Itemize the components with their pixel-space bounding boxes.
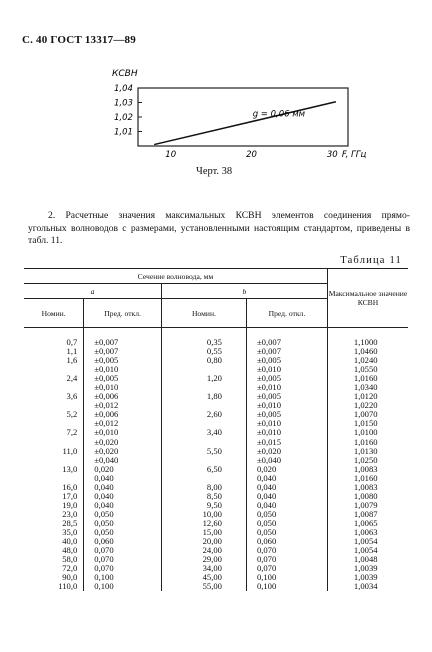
col-header-b: b <box>161 284 327 299</box>
table-cell: 72,0 <box>62 563 78 574</box>
table-cell: 1,0083 <box>327 465 408 474</box>
table-cell: 28,5 <box>62 517 78 528</box>
table-cell: 0,100 <box>84 573 162 582</box>
table-cell: 3,6 <box>66 391 78 402</box>
table-row <box>24 392 408 401</box>
table-cell: 0,040 <box>84 474 162 483</box>
table-cell: 1,0100 <box>327 428 408 437</box>
table-cell: 1,0130 <box>327 447 408 456</box>
table-cell: 6,50 <box>161 465 246 474</box>
table-cell: ±0,010 <box>246 419 327 428</box>
table-row <box>24 428 408 437</box>
table-row <box>24 374 408 383</box>
table-title: Таблица 11 <box>340 255 402 266</box>
table-cell: 0,050 <box>84 528 162 537</box>
ksvn-chart <box>100 62 367 180</box>
table-cell: 1,0087 <box>327 510 408 519</box>
table-cell: 1,0240 <box>327 356 408 365</box>
x-tick-label: 10 <box>165 150 177 160</box>
table-cell: 1,0039 <box>327 564 408 573</box>
table-cell: 0,070 <box>246 564 327 573</box>
table-cell: 90,0 <box>62 572 78 583</box>
x-axis-label: F, ГГц <box>341 150 367 160</box>
table-cell: 1,0079 <box>327 501 408 510</box>
table-cell <box>161 383 246 392</box>
figure-caption: Черт. 38 <box>196 166 233 177</box>
table-cell: 7,2 <box>66 427 78 438</box>
table-cell: 1,0054 <box>327 546 408 555</box>
table-cell: ±0,010 <box>84 365 162 374</box>
table-cell: ±0,010 <box>84 383 162 392</box>
y-tick-label: 1,02 <box>114 113 133 123</box>
table-cell: 58,0 <box>62 554 78 565</box>
chart-annotation: g = 0,06 мм <box>252 109 306 120</box>
table-cell: ±0,020 <box>246 447 327 456</box>
table-cell: 0,7 <box>66 337 78 347</box>
table-cell: 16,0 <box>62 481 78 492</box>
table-row <box>24 410 408 419</box>
table-cell: 0,040 <box>246 501 327 510</box>
table-cell: 17,0 <box>62 490 78 501</box>
table-cell: 0,100 <box>84 582 162 591</box>
table-cell: ±0,007 <box>246 347 327 356</box>
plot-frame <box>138 88 348 146</box>
table-cell: 0,070 <box>246 555 327 564</box>
x-tick-label: 30 <box>326 150 338 160</box>
table-cell: 1,6 <box>66 355 78 366</box>
table-row <box>24 356 408 365</box>
table-cell: 1,0460 <box>327 347 408 356</box>
data-table <box>24 268 408 591</box>
table-cell: 1,0063 <box>327 528 408 537</box>
table-cell: 55,00 <box>161 582 246 591</box>
table-cell: ±0,010 <box>84 428 162 437</box>
table-cell: 0,100 <box>246 573 327 582</box>
table-cell: 0,040 <box>84 483 162 492</box>
table-cell: 1,20 <box>161 374 246 383</box>
col-header-a: a <box>24 284 161 299</box>
table-cell: 1,0250 <box>327 456 408 465</box>
col-header-ksvn: Максимальное значение КСВН <box>327 269 408 328</box>
table-cell: ±0,010 <box>246 365 327 374</box>
table-cell: 1,0150 <box>327 419 408 428</box>
table-row <box>24 465 408 474</box>
table-cell: 29,00 <box>161 555 246 564</box>
table-cell: ±0,015 <box>246 438 327 447</box>
table-cell: 1,0039 <box>327 573 408 582</box>
table-cell: ±0,010 <box>246 383 327 392</box>
col-header-nom-b: Номин. <box>161 299 246 328</box>
table-cell: 1,0550 <box>327 365 408 374</box>
table-cell: ±0,010 <box>246 401 327 410</box>
table-cell <box>161 456 246 465</box>
table-cell: ±0,040 <box>246 456 327 465</box>
table-cell: 40,0 <box>62 536 78 547</box>
table-cell: 20,00 <box>161 537 246 546</box>
table-cell: 1,0160 <box>327 374 408 383</box>
table-cell: 0,80 <box>161 356 246 365</box>
table-cell: 9,50 <box>161 501 246 510</box>
table-cell: 1,0160 <box>327 474 408 483</box>
table-cell: 10,00 <box>161 510 246 519</box>
table-cell: 1,0120 <box>327 392 408 401</box>
table-cell: 5,2 <box>66 409 78 420</box>
table-cell: 1,80 <box>161 392 246 401</box>
table-cell: ±0,012 <box>84 419 162 428</box>
table-cell: 110,0 <box>58 581 78 592</box>
table-cell <box>161 419 246 428</box>
table-cell: ±0,006 <box>84 392 162 401</box>
table-cell: 48,0 <box>62 545 78 556</box>
y-tick-label: 1,03 <box>114 98 133 109</box>
table-cell: 1,0083 <box>327 483 408 492</box>
table-cell: 24,00 <box>161 546 246 555</box>
table-cell: 1,0048 <box>327 555 408 564</box>
x-tick-label: 20 <box>246 150 257 160</box>
table-cell: 0,100 <box>246 582 327 591</box>
table-cell <box>161 401 246 410</box>
table-cell: 19,0 <box>62 499 78 510</box>
table-cell: 35,0 <box>62 526 78 537</box>
table-cell: 0,040 <box>84 492 162 501</box>
table-cell: 1,0065 <box>327 519 408 528</box>
table-cell: 1,1000 <box>327 338 408 347</box>
table-cell: ±0,005 <box>246 410 327 419</box>
table-cell: 0,050 <box>84 519 162 528</box>
series-line <box>154 102 336 145</box>
table-cell: 0,020 <box>246 465 327 474</box>
table-cell: ±0,005 <box>84 374 162 383</box>
table-cell: 0,060 <box>84 537 162 546</box>
table-cell: 45,00 <box>161 573 246 582</box>
table-row <box>24 447 408 456</box>
table-cell: 0,040 <box>84 501 162 510</box>
table-cell: 0,040 <box>246 474 327 483</box>
y-axis-label: КСВН <box>112 69 138 79</box>
table-cell: ±0,006 <box>84 410 162 419</box>
table-cell: ±0,007 <box>84 347 162 356</box>
col-header-dev-a: Пред. откл. <box>84 299 162 328</box>
table-cell: 0,070 <box>84 564 162 573</box>
table-cell: 1,0080 <box>327 492 408 501</box>
table-cell: ±0,005 <box>246 356 327 365</box>
table-cell: 23,0 <box>62 508 78 519</box>
table-cell: 0,040 <box>246 492 327 501</box>
table-cell: ±0,005 <box>246 374 327 383</box>
table-cell: 2,60 <box>161 410 246 419</box>
table-cell: 0,050 <box>246 510 327 519</box>
table-cell: 1,0070 <box>327 410 408 419</box>
table-cell: 0,050 <box>246 528 327 537</box>
table-cell: 0,050 <box>84 510 162 519</box>
page-header: С. 40 ГОСТ 13317—89 <box>22 34 136 46</box>
table-cell: 1,0160 <box>327 438 408 447</box>
table-cell <box>161 438 246 447</box>
table-cell: 0,070 <box>246 546 327 555</box>
col-header-section: Сечение волновода, мм <box>24 269 327 284</box>
table-cell <box>161 365 246 374</box>
table-cell: 0,55 <box>161 347 246 356</box>
table-cell: 3,40 <box>161 428 246 437</box>
table-cell: 34,00 <box>161 564 246 573</box>
paragraph <box>28 210 410 248</box>
table-cell: 0,070 <box>84 546 162 555</box>
table-cell: 1,0034 <box>327 582 408 591</box>
table-cell: 1,0054 <box>327 537 408 546</box>
table-cell: 0,040 <box>246 483 327 492</box>
table-cell: ±0,010 <box>246 428 327 437</box>
table-cell: 1,0340 <box>327 383 408 392</box>
table-cell <box>161 474 246 483</box>
table-cell: 8,00 <box>161 483 246 492</box>
paragraph-line1: 2. Расчетные значения максимальных КСВН элементов соединения прямо- <box>48 210 410 221</box>
table-cell: 13,0 <box>62 463 78 474</box>
table-cell: 0,050 <box>246 519 327 528</box>
table-cell: 0,35 <box>161 338 246 347</box>
table-cell: 0,020 <box>84 465 162 474</box>
table-cell: ±0,020 <box>84 438 162 447</box>
table-cell: 0,060 <box>246 537 327 546</box>
table-cell: ±0,005 <box>246 392 327 401</box>
table-cell: 12,60 <box>161 519 246 528</box>
col-header-dev-b: Пред. откл. <box>246 299 327 328</box>
table-cell: ±0,012 <box>84 401 162 410</box>
table-cell: ±0,007 <box>84 338 162 347</box>
table-cell: 2,4 <box>66 373 78 384</box>
table-cell: ±0,007 <box>246 338 327 347</box>
col-header-nom-a: Номин. <box>24 299 84 328</box>
table-cell: 0,070 <box>84 555 162 564</box>
table-cell: 1,0220 <box>327 401 408 410</box>
table-cell: 15,00 <box>161 528 246 537</box>
table-cell: ±0,005 <box>84 356 162 365</box>
table-cell: 11,0 <box>62 445 78 456</box>
table-cell: ±0,040 <box>84 456 162 465</box>
paragraph-rest: угольных волноводов с размерами, установленными настоящим стандартом, приведены в табл. 11. <box>28 222 410 247</box>
y-tick-label: 1,01 <box>114 127 133 138</box>
table-cell: 8,50 <box>161 492 246 501</box>
table-cell: 5,50 <box>161 447 246 456</box>
table-cell: 1,1 <box>66 346 78 357</box>
y-tick-label: 1,04 <box>114 84 133 94</box>
table-cell: ±0,020 <box>84 447 162 456</box>
table-row <box>24 582 408 591</box>
